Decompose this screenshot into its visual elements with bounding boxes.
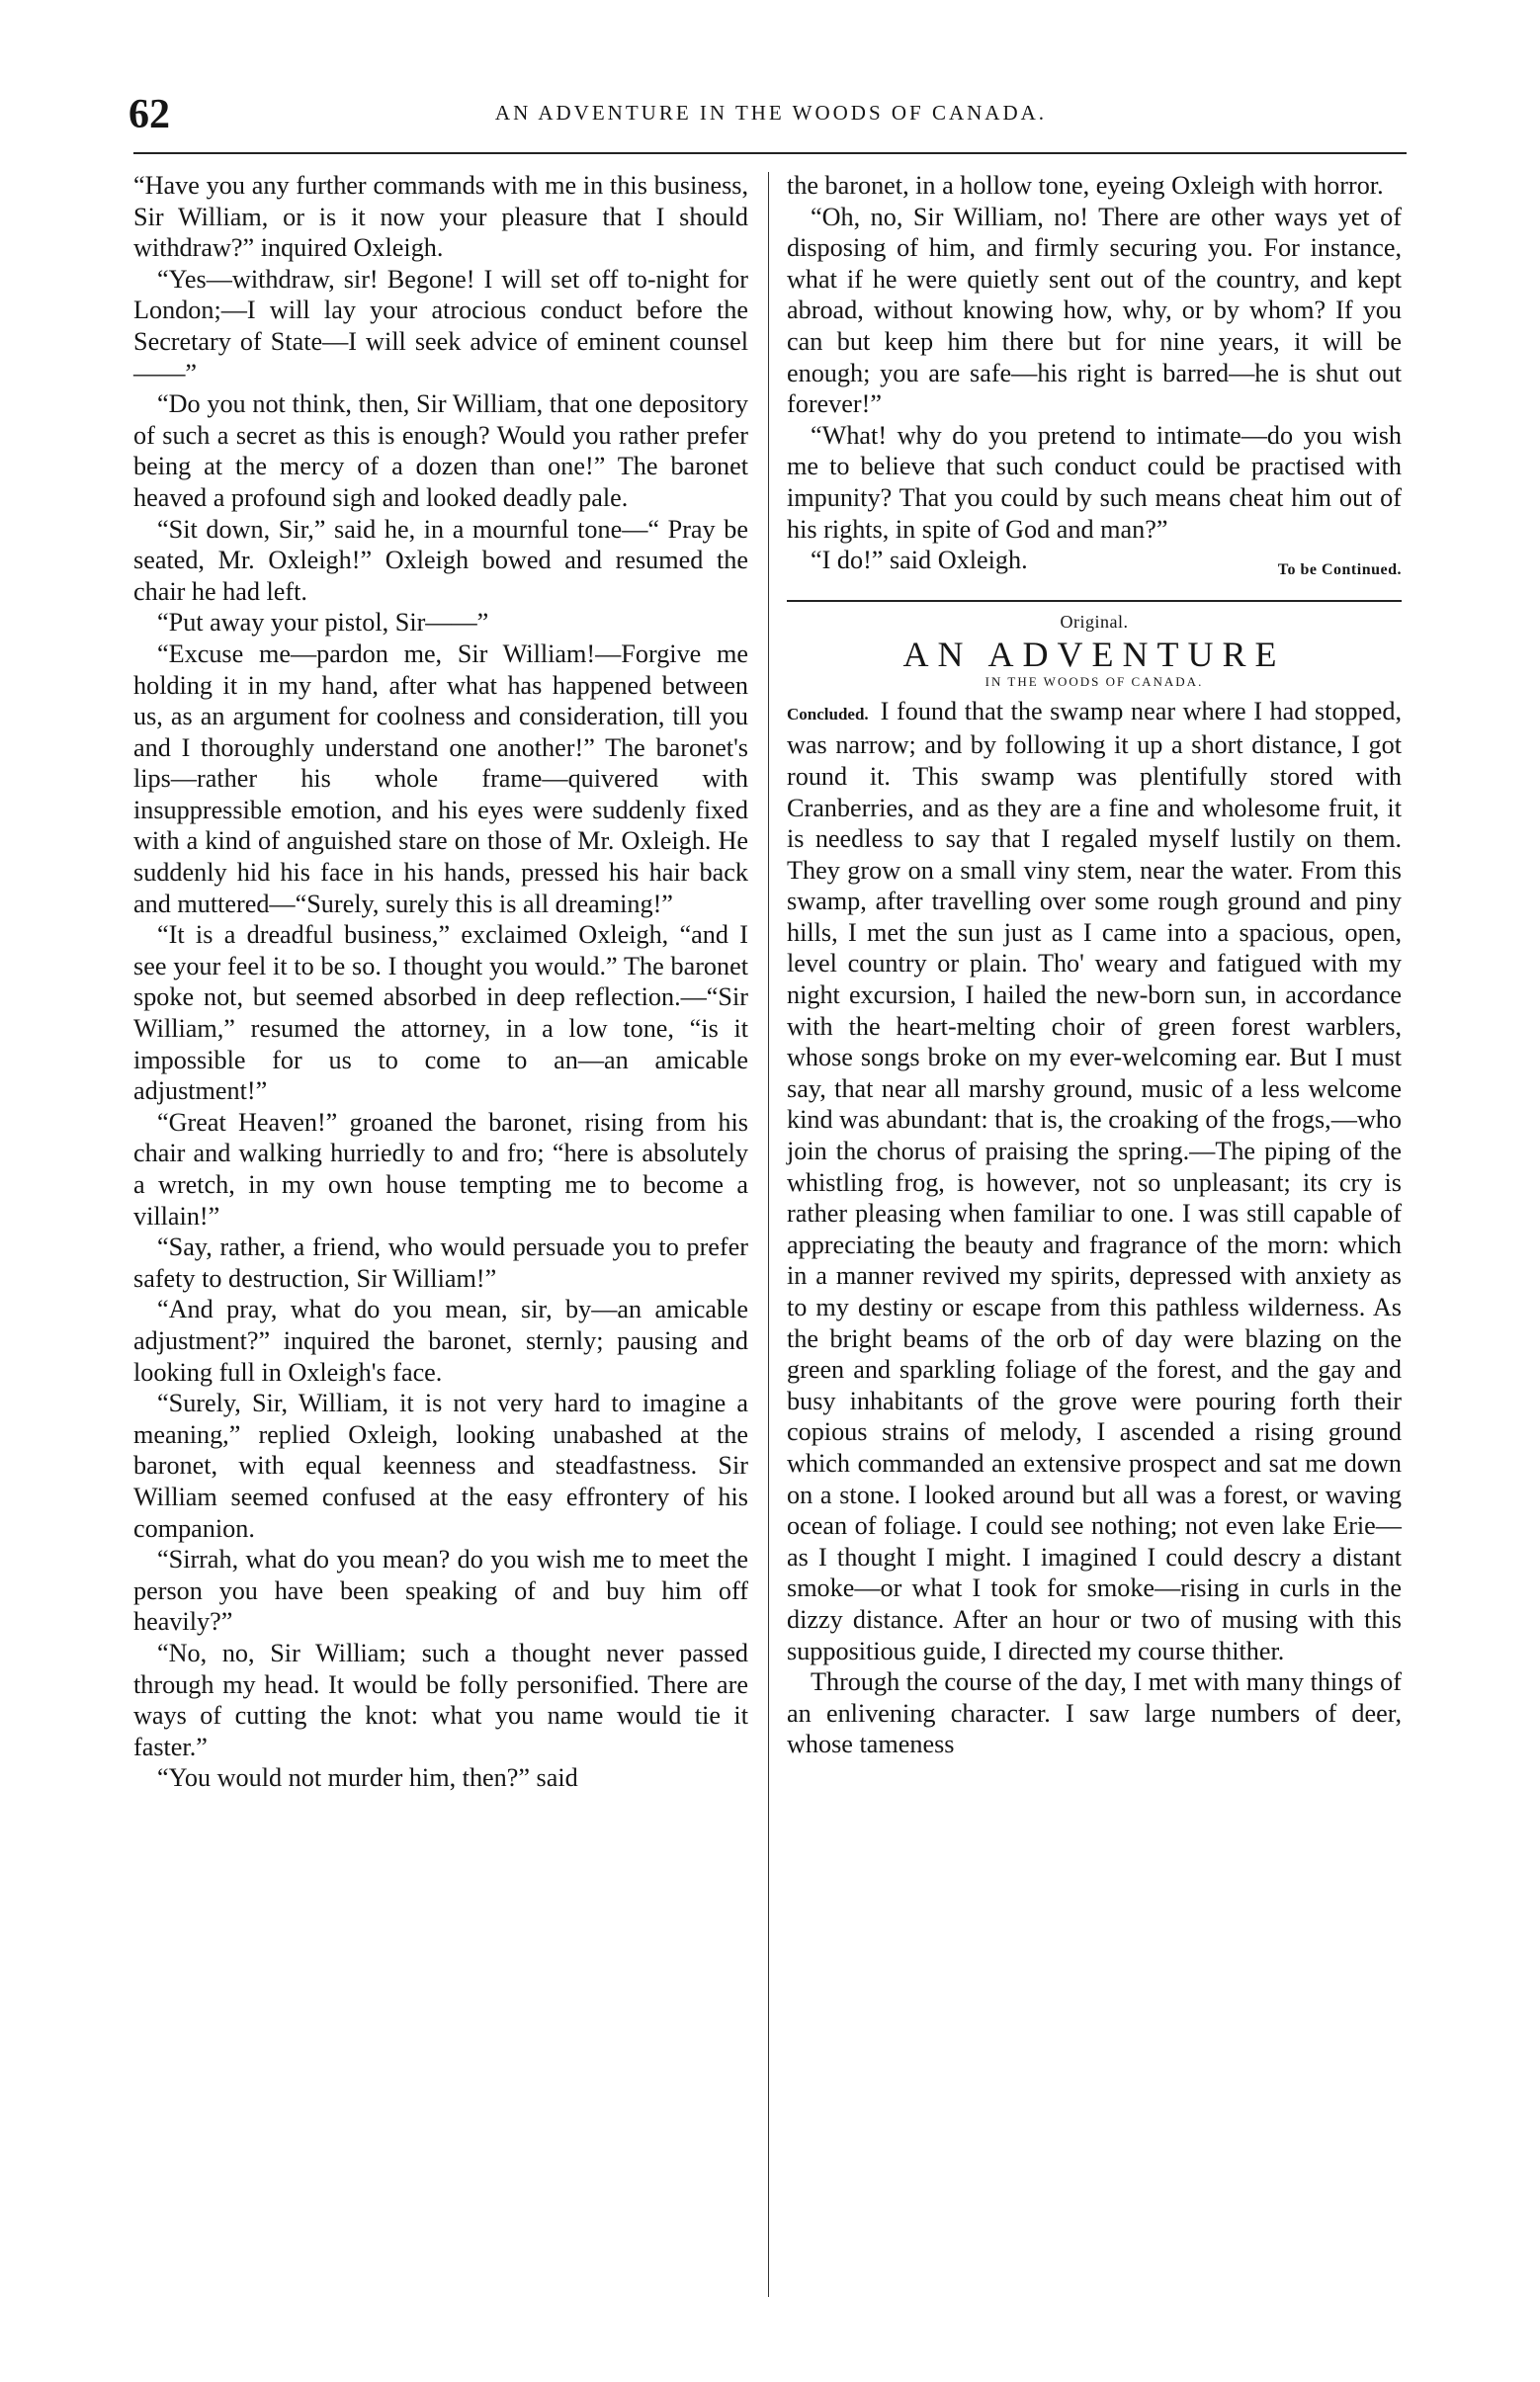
paragraph: “Put away your pistol, Sir——” [157,608,489,638]
paragraph: “Yes—withdraw, sir! Begone! I will set off to-night for London;—I will lay your atrocious conduct before the Secretary of State—I will seek advice of eminent counsel——” [133,264,748,387]
paragraph: “Sit down, Sir,” said he, in a mournful tone—“ Pray be seated, Mr. Oxleigh!” Oxleigh bowed and resumed the chair he had left. [133,514,748,606]
paragraph: “What! why do you pretend to intimate—do you wish me to believe that such conduct could be practised with impunity? That you could by such means cheat him out of his rights, in spite of God and man?” [787,420,1402,544]
paragraph: “And pray, what do you mean, sir, by—an amicable adjustment?” inquired the baronet, sternly; pausing and looking full in Oxleigh's face. [133,1295,748,1387]
paragraph: “Surely, Sir, William, it is not very hard to imagine a meaning,” replied Oxleigh, looking unabashed at the baronet, with equal keenness and steadfastness. Sir William seemed confused at the easy effrontery of his companion. [133,1389,748,1543]
paragraph: “Excuse me—pardon me, Sir William!—Forgive me holding it in my hand, after what has happened between us, as an argument for coolness and consideration, till you and I thoroughly understand one another!” The baronet's lips—rather his whole frame—quivered with insuppressible emotion, and his eyes were suddenly fixed with a kind of anguished stare on those of Mr. Oxleigh. He suddenly hid his face in his hands, pressed his hair back and muttered—“Surely, surely this is all dreaming!” [133,638,748,918]
paragraph: the baronet, in a hollow tone, eyeing Oxleigh with horror. [787,171,1384,200]
to-be-continued-note: To be Continued. [1277,561,1402,579]
section-title: AN ADVENTURE [902,634,1286,674]
page-number: 62 [128,92,170,137]
paragraph: “You would not murder him, then?” said [157,1763,578,1793]
paragraph [787,545,1402,579]
paragraph: “Sirrah, what do you mean? do you wish me to meet the person you have been speaking of and buy him off heavily?” [133,1545,748,1637]
paragraph: Through the course of the day, I met with many things of an enlivening character. I saw large numbers of deer, whose tameness [787,1667,1402,1759]
section-subtitle: IN THE WOODS OF CANADA. [984,673,1204,689]
paragraph: “Oh, no, Sir William, no! There are other ways yet of disposing of him, and firmly securing you. For instance, what if he were quietly sent out of the country, and kept abroad, without knowing how, why, or by whom? If you can but keep him there but for nine years, it will be enough; you are safe—his right is barred—he is shut out forever!” [787,202,1402,419]
paragraph [787,696,1402,1666]
paragraph: “Have you any further commands with me in this business, Sir William, or is it now your pleasure that I should withdraw?” inquired Oxleigh. [133,171,748,263]
page-header [128,91,1413,142]
concluded-label: Concluded. [787,704,869,723]
right-column [787,170,1402,1760]
running-title: AN ADVENTURE IN THE WOODS OF CANADA. [494,101,1048,125]
paragraph-text: I found that the swamp near where I had stopped, was narrow; and by following it up a short distance, I got round it. This swamp was plentifully stored with Cranberries, and as they are a fine and wholesome fruit, it is needless to say that I regaled myself lustily on them. They grow on a small viny stem, near the water. From this swamp, after travelling over some rough ground and piny hills, I met the sun just as I came into a spacious, open, level country or plain. Tho' weary and fatigued with my night excursion, I hailed the new-born sun, in accordance with the heart-melting choir of green forest warblers, whose songs broke on my ever-welcoming ear. But I must say, that near all marshy ground, music of a less welcome kind was abundant: that is, the croaking of the frogs,—who join the chorus of praising the spring.—The piping of the whistling frog, is however, not so unpleasant; its cry is rather pleasing when familiar to one. I was still capable of appreciating the beauty and fragrance of the morn: which in a manner revived my spirits, depressed with anxiety as to my destiny or escape from this pathless wilderness. As the bright beams of the orb of day were blazing on the green and sparkling foliage of the forest, and the gay and busy inhabitants of the grove were pouring forth their copious strains of melody, I ascended a rising ground which commanded an extensive prospect and sat me down on a stone. I looked around but all was a forest, or waving ocean of foliage. I could see nothing; not even lake Erie—as I thought I might. I imagined I could descry a distant smoke—or what I took for smoke—rising in curls in the dizzy distance. After an hour or two of musing with this suppositious guide, I directed my course thither. [787,696,1402,1665]
closing-line: “I do!” said Oxleigh. [811,546,1028,575]
paragraph: “Do you not think, then, Sir William, that one depository of such a secret as this is enough? Would you rather prefer being at the mercy of a dozen than one!” The baronet heaved a profound sigh and looked deadly pale. [133,389,748,512]
paragraph: “It is a dreadful business,” exclaimed Oxleigh, “and I see your feel it to be so. I thought you would.” The baronet spoke not, but seemed absorbed in deep reflection.—“Sir William,” resumed the attorney, in a low tone, “is it impossible for us to come to an—an amicable adjustment!” [133,920,748,1106]
paragraph: “No, no, Sir William; such a thought never passed through my head. It would be folly personified. There are ways of cutting the knot: what you name would tie it faster.” [133,1638,748,1761]
left-column [133,170,748,1794]
paragraph: “Say, rather, a friend, who would persuade you to prefer safety to destruction, Sir William!” [133,1233,748,1293]
section-separator [787,600,1402,602]
paragraph: “Great Heaven!” groaned the baronet, rising from his chair and walking hurriedly to and fro; “here is absolutely a wretch, in my own house tempting me to become a villain!” [133,1107,748,1231]
column-divider [768,172,769,2297]
section-label: Original. [1060,611,1129,632]
header-rule [133,152,1407,154]
